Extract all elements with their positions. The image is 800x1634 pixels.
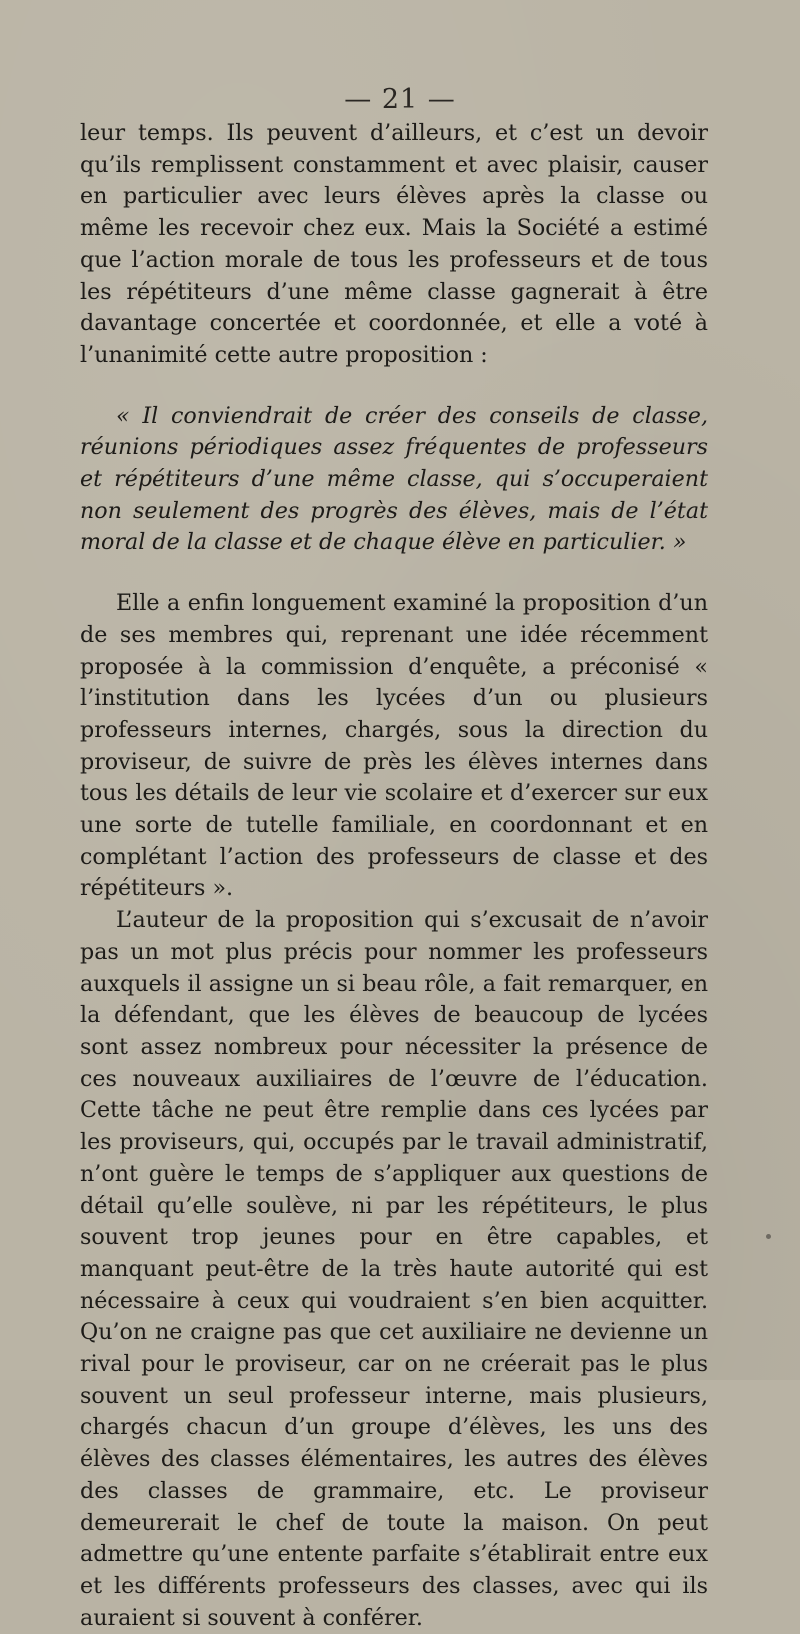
paragraph-author: L’auteur de la proposition qui s’excusait de n’avoir pas un mot plus précis pour nommer les professeurs auxquels il assigne un si beau rôle, a fait remarquer, en la défendant, que les élèves de beaucoup de lycées sont assez nombreux pour nécessiter la présence de ces nouveaux auxiliaires de l’œuvre de l’éducation. Cette tâche ne peut être remplie dans ces lycées par les proviseurs, qui, occupés par le travail administratif, n’ont guère le temps de s’appliquer aux questions de détail qu’elle soulève, ni par les répétiteurs, le plus souvent trop jeunes pour en être capables, et manquant peut-être de la très haute autorité qui est nécessaire à ceux qui voudraient s’en bien acquitter. Qu’on ne craigne pas que cet auxiliaire ne devienne un rival pour le proviseur, car on ne créerait pas le plus souvent un seul professeur interne, mais plusieurs, chargés chacun d’un groupe d’élèves, les uns des élèves des classes élémentaires, les autres des élèves des classes de grammaire, etc. Le proviseur demeurerait le chef de toute la maison. On peut admettre qu’une entente parfaite s’établirait entre eux et les différents professeurs des classes, avec qui ils auraient si souvent à conférer. [80,907,708,1631]
body-text [80,118,708,1634]
paragraph-continuation: leur temps. Ils peuvent d’ailleurs, et c’est un devoir qu’ils remplissent constamment et avec plaisir, causer en particulier avec leurs élèves après la classe ou même les recevoir chez eux. Mais la Société a estimé que l’action morale de tous les professeurs et de tous les répétiteurs d’une même classe gagnerait à être davantage concertée et coordonnée, et elle a voté à l’unanimité cette autre proposition : [80,120,708,368]
paper-speck [766,1234,771,1239]
paragraph-proposal: Elle a enfin longuement examiné la proposition d’un de ses membres qui, reprenant une idée récemment proposée à la commission d’enquête, a préconisé « l’institution dans les lycées d’un ou plusieurs professeurs internes, chargés, sous la direction du proviseur, de suivre de près les élèves internes dans tous les détails de leur vie scolaire et d’exercer sur eux une sorte de tutelle familiale, en coordonnant et en complétant l’action des professeurs de classe et des répétiteurs ». [80,590,708,902]
page-number: — 21 — [344,84,456,115]
quoted-proposition: « Il conviendrait de créer des conseils de classe, réunions périodiques assez fréquentes de professeurs et répétiteurs d’une même classe, qui s’occuperaient non seulement des progrès des élèves, mais de l’état moral de la classe et de chaque élève en particulier. » [80,402,708,556]
